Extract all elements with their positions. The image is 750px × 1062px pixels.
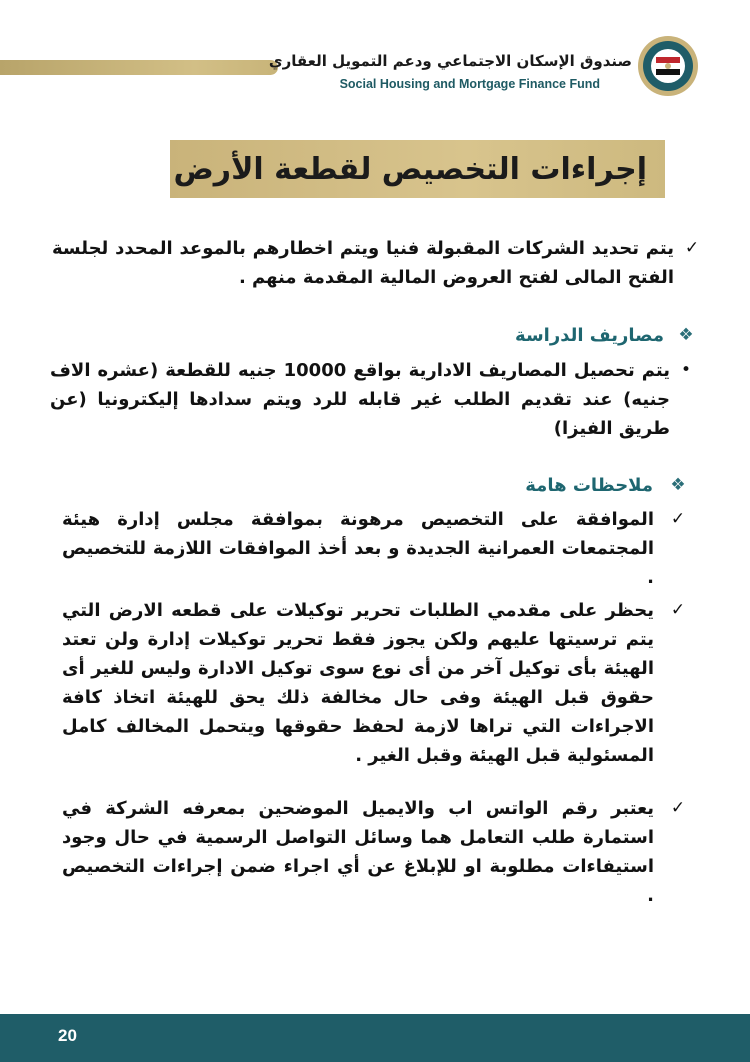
note-official-contact: يعتبر رقم الواتس اب والايميل الموضحين بمعرفه الشركة في استمارة طلب التعامل هما وسائل التواصل الرسمية في حال وجود استيفاءات مطلوبة او للإبلاغ عن أي اجراء ضمن إجراءات التخصيص . <box>62 798 654 906</box>
paragraph-accepted-companies: يتم تحديد الشركات المقبولة فنيا ويتم اخطارهم بالموعد المحدد لجلسة الفتح المالى لفتح العروض المالية المقدمة منهم . <box>52 238 674 288</box>
check-icon: ✓ <box>670 509 686 529</box>
org-name-english: Social Housing and Mortgage Finance Fund <box>339 77 600 91</box>
check-icon: ✓ <box>670 600 686 620</box>
page-header <box>0 0 750 110</box>
check-icon: ✓ <box>684 238 700 258</box>
diamond-bullet-icon: ❖ <box>678 325 694 345</box>
org-name-arabic: صندوق الإسكان الاجتماعي ودعم التمويل العقاري <box>268 52 632 70</box>
section-title-important-notes: ملاحظات هامة <box>525 475 653 496</box>
fund-seal-icon <box>637 35 699 97</box>
note-power-of-attorney: يحظر على مقدمي الطلبات تحرير توكيلات على قطعه الارض التي يتم ترسيتها عليهم ولكن يجوز فقط تحرير توكيلات إدارة ولن تعتد الهيئة بأى توكيل آخر من أى نوع سوى توكيل الادارة وليس للغير أى حقوق قبل الهيئة وفى حال مخالفة ذلك يحق للهيئة اتخاذ كافة الاجراءات التي تراها لازمة لحفظ حقوقها ويتحمل المخالف كامل المسئولية قبل الهيئة وقبل الغير . <box>62 600 654 766</box>
paragraph-admin-fees: يتم تحصيل المصاريف الادارية بواقع 10000 جنيه للقطعة (عشره الاف جنيه) عند تقديم الطلب غير قابله للرد ويتم سدادها إليكترونيا (عن طريق الفيزا) <box>50 360 670 439</box>
note-approval: الموافقة على التخصيص مرهونة بموافقة مجلس إدارة هيئة المجتمعات العمرانية الجديدة و بعد أخذ الموافقات اللازمة للتخصيص . <box>62 509 654 588</box>
page-title-box <box>170 140 665 198</box>
page-footer <box>0 1014 750 1062</box>
diamond-bullet-icon: ❖ <box>670 475 686 495</box>
page-number: 20 <box>58 1026 77 1045</box>
page-title: إجراءات التخصيص لقطعة الأرض <box>173 151 647 187</box>
bullet-icon: • <box>680 360 692 380</box>
section-title-study-fees: مصاريف الدراسة <box>515 325 664 346</box>
check-icon: ✓ <box>670 798 686 818</box>
header-accent-bar <box>0 60 278 75</box>
